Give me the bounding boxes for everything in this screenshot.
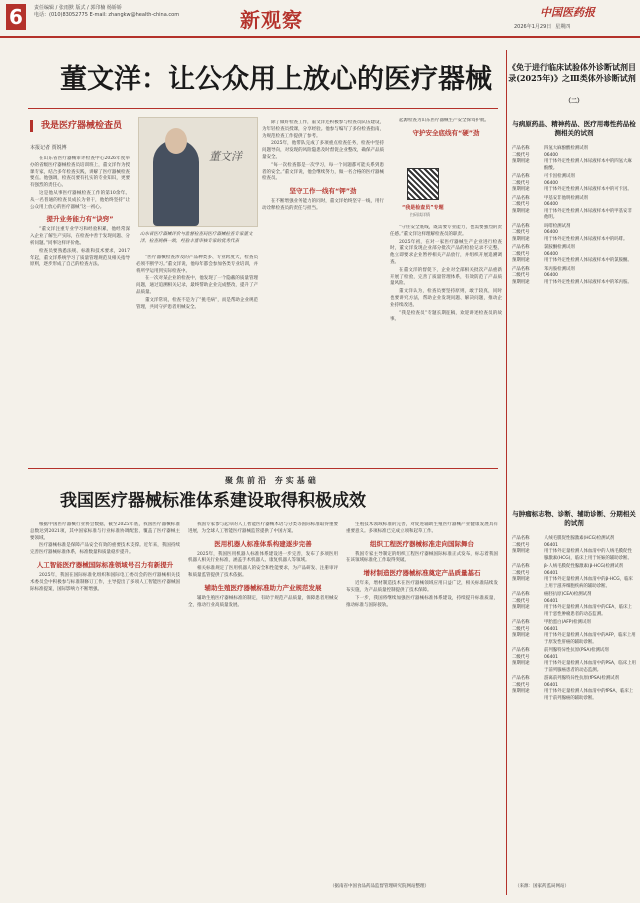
article-column-4	[390, 118, 502, 164]
item-row	[512, 237, 636, 244]
paragraph: 董文洋常说，检查不是为了“挑毛病”，而是帮助企业规范管理，共同守护患者用械安全。	[136, 297, 258, 310]
item-row	[512, 577, 636, 590]
list-item	[512, 648, 636, 674]
article2-column-1	[30, 522, 180, 880]
paragraph: 检查员要熟悉法规、标准和技术要求，2017年起，董文洋系统学习了质量管理规范及相关指导原则，逐步形成了自己的检查方法。	[30, 248, 130, 268]
item-key: 预期用途	[512, 187, 530, 192]
editor-line: 责任编辑 / 张雨默 版式 / 郭印楠 杨娇娇	[34, 5, 122, 11]
item-key: 预期用途	[512, 577, 530, 582]
sidebar-subtitle: （二）	[564, 98, 583, 105]
list-item	[512, 620, 636, 646]
item-value: 06401	[544, 682, 558, 688]
page-number: 6	[6, 4, 26, 30]
qr-code[interactable]	[407, 168, 439, 200]
item-value: 前列腺特异性抗原(PSA)检测试剂	[544, 648, 609, 653]
column-kicker: 我是医疗器械检查员	[30, 120, 122, 132]
weekday: 星期四	[555, 24, 571, 30]
item-key: 预期用途	[512, 549, 530, 554]
paragraph: 近年来，增材制造技术在医疗器械领域应用日益广泛，相关标准陆续发布实施，为产品质量控制提供了技术保障。	[346, 581, 498, 593]
sidebar-group-heading: 与病原药品、精神药品、医疗用毒性药品检测相关的试剂	[512, 120, 636, 137]
item-key: 预期用途	[512, 661, 530, 666]
paragraph: “守住安全底线，既需要专业能力，也需要强烈的责任感。”董文洋这样理解检查员的职责。	[390, 225, 502, 237]
item-value: 吗啡检测试剂	[544, 223, 571, 229]
item-key: 产品名称	[512, 266, 530, 272]
item-key: 二级代号	[512, 202, 530, 207]
item-key: 二级代号	[512, 598, 530, 604]
paragraph: 在山东省医疗器械审评检查中心2026年度举办的省级医疗器械检查员培训班上，董文洋作为授课专家，结合多年检查实践，讲解了医疗器械检查要点。他强调，检查员要有扎实的专业知识，更要有强烈的责任心。	[30, 156, 130, 189]
item-row	[512, 689, 636, 702]
list-item	[512, 245, 636, 265]
list-item	[512, 224, 636, 244]
item-key: 二级代号	[512, 682, 530, 688]
subheading: 守护安全底线有“硬”劲	[412, 128, 480, 137]
item-value: 可卡因检测试剂	[544, 174, 575, 179]
item-value: 06401	[544, 542, 558, 548]
article-column-4-cont	[390, 225, 502, 455]
sidebar-title: 《免于进行临床试验体外诊断试剂目录(2025年)》之Ⅲ类体外诊断试剂	[508, 62, 636, 83]
subheading: 增材制造医疗器械标准奠定产品质量基石	[363, 569, 481, 578]
paragraph: “董文洋注重专业学习和经验积累，他经常深入企业了解生产实际，在检查中善于发现问题、分析问题。”同事这样评价他。	[30, 227, 130, 246]
person-face	[165, 128, 187, 154]
item-value: 四氢大麻酚酸检测试剂	[544, 146, 588, 151]
item-key: 预期用途	[512, 633, 530, 638]
sidebar-item-list	[512, 536, 636, 704]
list-item	[512, 146, 636, 172]
item-key: 预期用途	[512, 258, 530, 263]
subheading: 医用机器人标准体系构建逐步完善	[214, 539, 312, 548]
item-row	[512, 633, 636, 646]
item-key: 预期用途	[512, 208, 530, 214]
item-value: 用于体外定量检测人体血清中的β-HCG，临床上用于滋养细胞疾病的辅助诊断。	[544, 577, 633, 589]
subheading: 人工智能医疗器械国际标准领域号召力有新提升	[36, 560, 174, 569]
signature: 董文洋	[209, 150, 242, 163]
item-value: 用于体外定性检测人体尿液样本中的吗啡。	[544, 236, 628, 242]
item-value: 甲基安非他明检测试剂	[544, 195, 588, 201]
article-column-1	[30, 156, 130, 456]
page-header	[0, 0, 640, 38]
second-kicker: 聚焦前沿 夯实基础	[225, 476, 319, 485]
subheading: 坚守工作一线有“钾”劲	[289, 187, 357, 196]
list-item	[512, 174, 636, 194]
item-key: 二级代号	[512, 273, 530, 278]
subheading: 提升业务能力有“诀窍”	[46, 215, 114, 224]
date: 2026年1月29日	[514, 24, 552, 30]
item-value: 用于体外定量检测人体血清中的AFP，临床上用于原发性肝癌的辅助诊断。	[544, 633, 636, 645]
paragraph: 辅助生殖医疗器械标准的制定，有助于规范产品质量，保障患者用械安全，推动行业高质量发展。	[188, 595, 338, 608]
qr-caption: “我是检查员”专题	[402, 205, 444, 211]
item-key: 二级代号	[512, 230, 530, 235]
item-key: 二级代号	[512, 180, 530, 186]
item-key: 产品名称	[512, 564, 530, 569]
item-key: 二级代号	[512, 654, 530, 660]
item-key: 预期用途	[512, 236, 530, 242]
list-item	[512, 676, 636, 702]
item-key: 预期用途	[512, 279, 530, 285]
item-value: 用于体外定量检测人体血清中的PSA，临床上用于前列腺癌患者的动态监测。	[544, 661, 636, 673]
paragraph: 根据中国医疗器械行业协会数据，截至2025年底，我国医疗器械标准总数达到2021项，其中国家标准与行业标准协调配套，覆盖了医疗器械主要领域。	[30, 522, 180, 541]
item-key: 产品名称	[512, 223, 530, 229]
byline: 本报记者 贾锐博	[30, 145, 67, 151]
article-column-3	[262, 120, 384, 456]
item-value: 06400	[544, 251, 558, 257]
sidebar-source: （来源：国家药监局网站）	[515, 884, 569, 889]
section-title: 新观察	[240, 8, 303, 32]
item-key: 二级代号	[512, 251, 530, 257]
item-row	[512, 661, 636, 674]
newspaper-logo: 中国医药报	[540, 6, 595, 19]
paragraph: 生殖技术领域标准的完善，对促进辅助生殖医疗器械产业健康发展具有重要意义。多项标准已完成立项和起草工作。	[346, 522, 498, 534]
sidebar-group-heading: 与肿瘤标志物、诊断、辅助诊断、分期相关的试剂	[512, 510, 636, 527]
item-row	[512, 258, 636, 265]
column-divider	[506, 50, 507, 895]
main-headline: 董文洋：让公众用上放心的医疗器械	[60, 64, 492, 95]
paragraph: “我是检查员”专题长期征稿，欢迎讲述检查员的故事。	[390, 310, 502, 323]
item-key: 预期用途	[512, 159, 530, 164]
item-row	[512, 187, 636, 194]
subheading: 组织工程医疗器械标准走向国际舞台	[370, 539, 474, 548]
item-value: β-人绒毛膜促性腺激素(β-HCG)检测试剂	[544, 564, 624, 569]
item-key: 产品名称	[512, 195, 530, 201]
paragraph: 在一次对某企业的检查中，他发现了一个隐蔽的质量管理问题，通过追溯相关记录，最终帮助企业完成整改，提升了产品质量。	[136, 276, 258, 295]
item-key: 二级代号	[512, 570, 530, 576]
item-value: 06400	[544, 202, 558, 207]
paragraph: 董文洋认为，检查员要坚持原则，敢于较真，同时也要讲究方法，帮助企业发现问题、解决问题，推动企业持续改进。	[390, 289, 502, 308]
editor-info	[34, 5, 199, 19]
item-value: 人绒毛膜促性腺激素(HCG)检测试剂	[544, 536, 615, 541]
item-key: 二级代号	[512, 626, 530, 632]
item-key: 产品名称	[512, 174, 530, 179]
paragraph: 2025年初，在对一家医疗器械生产企业进行检查时，董文洋发现企业部分批次产品的检验记录不完整。他立即要求企业暂停相关产品放行，并组织开展追溯调查。	[390, 239, 502, 265]
paragraph: 这是他从事医疗器械检查工作的第10余年。从一名普通的检查员成长为骨干，他始终坚持“让公众用上放心的医疗器械”这一初心。	[30, 190, 130, 210]
qr-subcaption: 扫码读详情	[410, 212, 430, 217]
item-value: 用于体外定性检测人体尿液样本中的四氢大麻酚酸。	[544, 159, 632, 171]
item-value: 06401	[544, 598, 558, 604]
item-row	[512, 209, 636, 222]
item-value: 用于体外定量检测人体血清中的CEA，临床上用于恶性肿瘤患者的动态监测。	[544, 605, 632, 617]
paragraph: 除了做好检查工作，董文洋还积极参与检查员队伍建设，为年轻检查员授课，分享经验。他参与编写了多份检查指南，为规范检查工作提供了参考。	[262, 120, 384, 139]
source-note: （据南省中国食品药品监督管理研究院网站整理）	[330, 884, 429, 889]
item-key: 二级代号	[512, 152, 530, 158]
item-key: 预期用途	[512, 689, 530, 694]
divider	[28, 468, 498, 469]
paragraph: 医疗器械标准是保障产品安全有效的重要技术支撑。近年来，我国持续完善医疗器械标准体系，标准数量和质量稳步提升。	[30, 543, 180, 556]
item-value: 用于体外定性检测人体尿液样本中的甲基安非他明。	[544, 208, 632, 220]
paragraph: 我国专家主导制定的组织工程医疗器械国际标准正式发布，标志着我国在该领域标准化工作取得突破。	[346, 551, 498, 564]
item-value: 06401	[544, 626, 558, 632]
list-item	[512, 267, 636, 287]
item-key: 二级代号	[512, 542, 530, 548]
item-value: 06400	[544, 180, 558, 186]
paragraph: 在董文洋的督促下，企业对全部相关批次产品重新开展了检验，完善了质量管理体系，有效防范了产品质量风险。	[390, 267, 502, 287]
list-item	[512, 564, 636, 590]
item-value: 用于体外定量检测人体血清中的fPSA，临床上用于前列腺癌的辅助诊断。	[544, 689, 634, 701]
paragraph: 在不断增强业务能力的同时，董文洋始终坚守一线，用行动诠释检查员的责任与担当。	[262, 199, 384, 211]
item-value: 06400	[544, 152, 558, 158]
item-value: 甲胎蛋白(AFP)检测试剂	[544, 620, 591, 625]
item-row	[512, 159, 636, 172]
item-value: 06400	[544, 273, 558, 278]
subheading: 辅助生殖医疗器械标准助力产业规范发展	[204, 583, 322, 592]
item-value: 游离前列腺特异性抗原(fPSA)检测试剂	[544, 676, 619, 681]
item-row	[512, 605, 636, 618]
list-item	[512, 196, 636, 222]
item-value: 氯胺酮检测试剂	[544, 245, 575, 250]
item-key: 产品名称	[512, 146, 530, 151]
sidebar-item-list	[512, 146, 636, 288]
item-value: 用于体外定量检测人体血清中的人绒毛膜促性腺激素(HCG)，临床上用于妊娠的辅助诊断。	[544, 549, 632, 561]
item-value: 用于体外定性检测人体尿液样本中的氯胺酮。	[544, 258, 632, 263]
article2-column-3	[346, 522, 498, 880]
item-value: 用于体外定性检测人体尿液样本中的可卡因。	[544, 187, 632, 192]
list-item	[512, 592, 636, 618]
list-item	[512, 536, 636, 562]
paragraph: 相关标准规定了医用机器人的安全和性能要求，为产品研发、注册审评和质量监管提供了技术依据。	[188, 566, 338, 578]
item-value: 苯丙胺检测试剂	[544, 266, 575, 272]
paragraph: 起源检查为山东医疗器械生产安全保驾护航。	[399, 118, 489, 123]
article-column-2	[136, 255, 258, 455]
item-value: 06400	[544, 230, 558, 235]
article2-column-2	[188, 522, 338, 880]
item-value: 06401	[544, 654, 558, 660]
item-key: 产品名称	[512, 245, 530, 250]
paragraph: 我国专家参与起草的人工智能医疗器械术语与分类等国际标准取得重要进展，为全球人工智能医疗器械监管提供了中国方案。	[188, 522, 338, 534]
paragraph: 2025年，我国在国际标准化组织和国际电工委员会的医疗器械相关技术委员会中积极参与标准制修订工作，主导提出了多项人工智能医疗器械国际标准提案，国际影响力不断增强。	[30, 572, 180, 592]
paragraph: 2025年，他带队完成了多项重点检查任务，检查中坚持问题导向，对发现的风险隐患及时督促企业整改，确保产品质量安全。	[262, 141, 384, 160]
paragraph: “每一次检查都是一次学习，每一个问题都可能关系到患者的安全。”董文洋说，他会继续努力，做一名合格的医疗器械检查员。	[262, 162, 384, 182]
dateline	[510, 24, 570, 31]
item-key: 预期用途	[512, 605, 530, 610]
item-key: 产品名称	[512, 620, 530, 625]
second-headline: 我国医疗器械标准体系建设取得积极成效	[60, 491, 366, 511]
paragraph: 下一步，我国将继续加强医疗器械标准体系建设，持续提升标准质量，推动标准与国际接轨。	[346, 595, 498, 608]
contact-line: 电话：(010)83052775 E-mail: zhangkw@health-china.com	[34, 12, 180, 18]
item-row	[512, 280, 636, 287]
paragraph: 2025年，我国医用机器人标准体系建设进一步完善，发布了多项医用机器人相关行业标准，涵盖手术机器人、康复机器人等领域。	[188, 551, 338, 564]
item-key: 产品名称	[512, 536, 530, 541]
portrait-photo	[138, 117, 258, 227]
item-value: 06401	[544, 570, 558, 576]
item-key: 产品名称	[512, 676, 530, 681]
item-value: 用于体外定性检测人体尿液样本中的苯丙胺。	[544, 279, 632, 285]
divider	[28, 108, 498, 109]
item-value: 癌胚抗原(CEA)检测试剂	[544, 592, 592, 597]
photo-caption: 山东省医疗器械评价与监督检查局医疗器械检查专家董文洋，检查规格一致，经验丰富审核专家的优秀代表	[140, 232, 253, 244]
item-key: 产品名称	[512, 592, 530, 597]
item-key: 产品名称	[512, 648, 530, 653]
item-row	[512, 549, 636, 562]
paragraph: “医疗器械检查涉及的产品种类多、专业跨度大，检查员必须不断学习。”董文洋说，他每年都会参加各类专业培训，并将所学运用到实际检查中。	[136, 255, 258, 274]
